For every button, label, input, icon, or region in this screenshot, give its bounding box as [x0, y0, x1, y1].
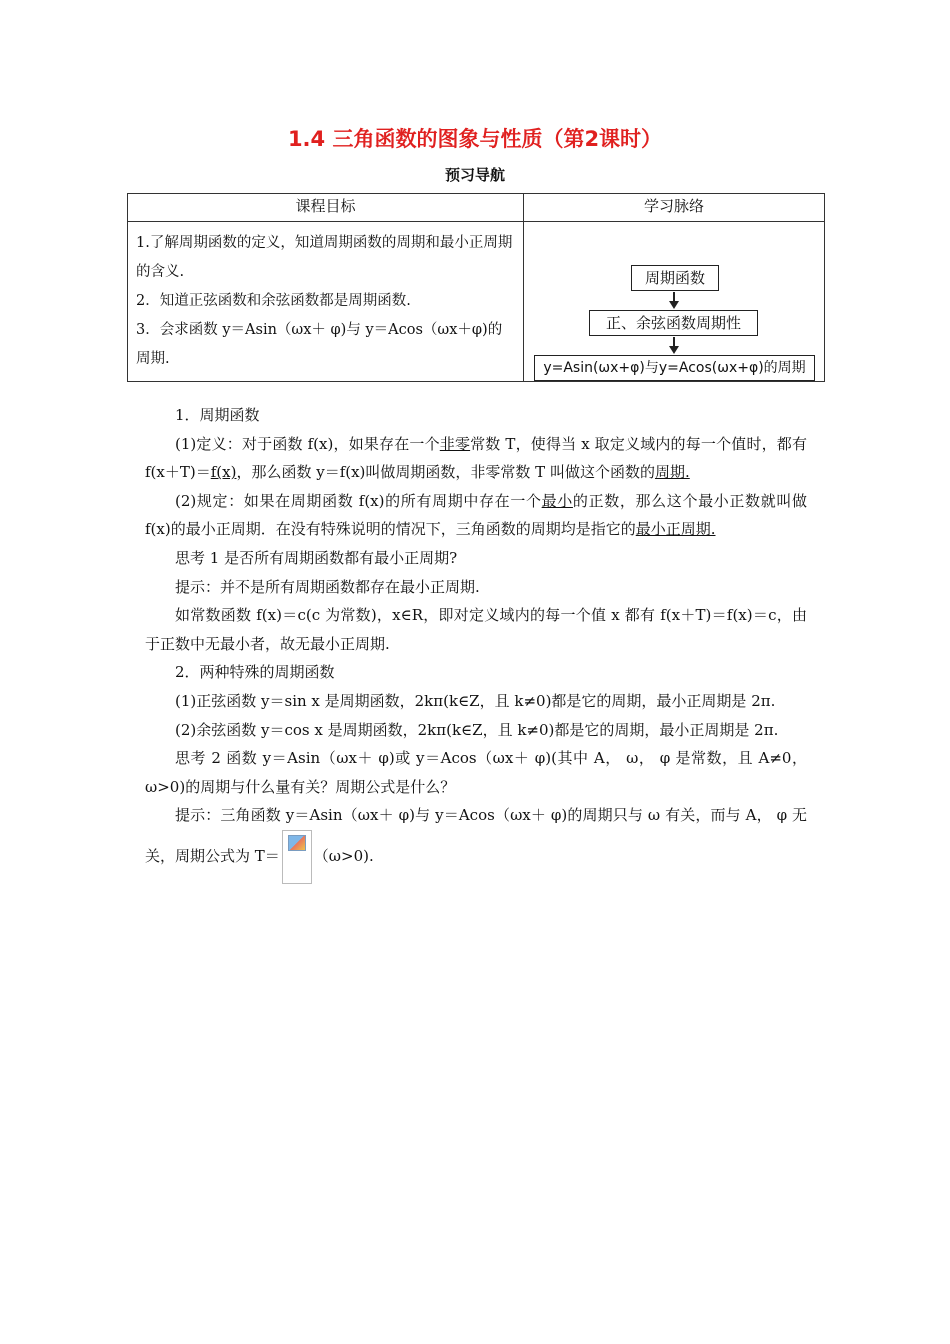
flow-arrowhead: [669, 301, 679, 309]
text-run: ，那么函数 y＝f(x)叫做周期函数，非零常数 T 叫做这个函数的: [236, 463, 655, 482]
hint-2: [145, 801, 807, 884]
text-run: 的正数，那么这个最小正数就叫做 f(x)的最小正周期．在没有特殊说明的情况下，三角函数的周期均是指它的: [145, 491, 807, 539]
text-run: 提示：三角函数 y＝Asin（ωx＋ φ)与 y＝Acos（ωx＋ φ)的周期只与 ω 有关，而与 A， φ 无关，周期公式为 T＝: [145, 806, 807, 865]
section-2-heading: 2．两种特殊的周期函数: [175, 663, 335, 682]
broken-image-icon: [282, 830, 312, 884]
paragraph-definition: [145, 430, 807, 487]
goal-item: 3．会求函数 y＝Asin（ωx＋ φ)与 y＝Acos（ωx＋φ)的周期.: [136, 322, 503, 367]
text-run: 常数 T，使得当 x 取定义域内的每一个值时，都有 f(x＋T)＝: [145, 434, 807, 482]
paragraph-sine: (1)正弦函数 y＝sin x 是周期函数，2kπ(k∈Z，且 k≠0)都是它的周期，最小正周期是 2π.: [175, 691, 776, 710]
main-content: [145, 401, 807, 884]
section-1-heading: 1．周期函数: [175, 406, 260, 424]
text-run: (1)定义：对于函数 f(x)，如果存在一个: [175, 434, 440, 453]
underlined-term: 非零: [439, 434, 471, 453]
goals-cell: [128, 222, 524, 382]
page-title: 1.4 三角函数的图象与性质（第2课时）: [287, 127, 663, 151]
section-subtitle: 预习导航: [444, 166, 505, 184]
flow-arrowhead: [669, 346, 679, 354]
goal-item: 1.了解周期函数的定义，知道周期函数的周期和最小正周期的含义.: [136, 235, 513, 280]
col-header-flow: 学习脉络: [524, 194, 825, 222]
col-header-goals: 课程目标: [128, 194, 524, 222]
example-1: 如常数函数 f(x)＝c(c 为常数)，x∈R，即对定义域内的每一个值 x 都有 f(x＋T)＝f(x)＝c，由于正数中无最小者，故无最小正周期.: [145, 606, 807, 653]
underlined-term: 最小正周期.: [635, 520, 716, 539]
hint-1: 提示：并不是所有周期函数都存在最小正周期.: [175, 577, 480, 596]
paragraph-cosine: (2)余弦函数 y＝cos x 是周期函数，2kπ(k∈Z，且 k≠0)都是它的周期，最小正周期是 2π.: [175, 720, 779, 739]
think-question-1: 思考 1 是否所有周期函数都有最小正周期?: [175, 548, 458, 567]
underlined-term: 周期.: [654, 463, 690, 482]
goal-item: 2．知道正弦函数和余弦函数都是周期函数.: [136, 293, 411, 309]
underlined-term: 最小: [541, 491, 573, 510]
flow-box-1: 周期函数: [631, 265, 719, 291]
preview-table: [127, 193, 825, 382]
underlined-term: f(x): [210, 463, 237, 482]
text-run: （ω>0).: [313, 846, 374, 865]
think-question-2: 思考 2 函数 y＝Asin（ωx＋ φ)或 y＝Acos（ωx＋ φ)(其中 A， ω， φ 是常数，且 A≠0， ω>0)的周期与什么量有关？周期公式是什么？: [145, 749, 807, 796]
flow-box-3: y=Asin(ωx+φ)与y=Acos(ωx+φ)的周期: [534, 355, 815, 381]
paragraph-rule: [145, 487, 807, 544]
text-run: (2)规定：如果在周期函数 f(x)的所有周期中存在一个: [175, 491, 542, 510]
flow-box-2: 正、余弦函数周期性: [589, 310, 758, 336]
flow-cell: [524, 222, 825, 382]
